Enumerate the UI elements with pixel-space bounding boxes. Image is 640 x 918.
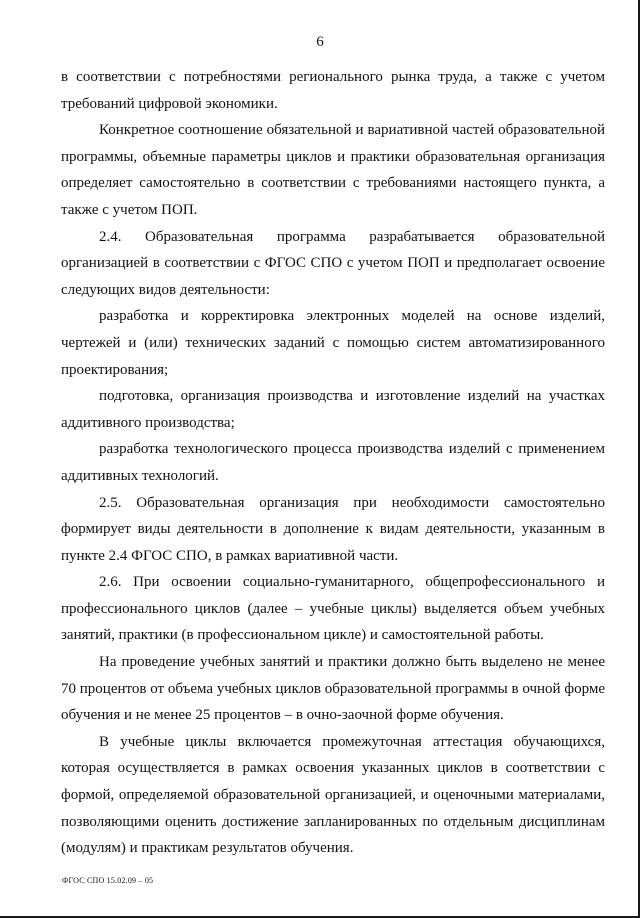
document-body bbox=[61, 64, 605, 862]
paragraph-activity-item: разработка и корректировка электронных моделей на основе изделий, чертежей и (или) технических заданий с помощью систем автоматизированного проектирования; bbox=[61, 308, 605, 378]
footer-document-code: ФГОС СПО 15.02.09 – 05 bbox=[62, 876, 154, 885]
paragraph-clause-2-5: 2.5. Образовательная организация при необходимости самостоятельно формирует виды деятельности в дополнение к видам деятельности, указанным в пункте 2.4 ФГОС СПО, в рамках вариативной части. bbox=[61, 494, 605, 564]
paragraph-clause-2-6: 2.6. При освоении социально-гуманитарного, общепрофессионального и профессионального циклов (далее – учебные циклы) выделяется объем учебных занятий, практики (в профессиональном цикле) и самостоятельной работы. bbox=[61, 574, 605, 644]
paragraph: В учебные циклы включается промежуточная аттестация обучающихся, которая осуществляется в рамках освоения указанных циклов в соответствии с формой, определяемой образовательной организацией, и оценочными материалами, позволяющими оценить достижение запланированных по отдельным дисциплинам (модулям) и практикам результатов обучения. bbox=[61, 733, 605, 857]
paragraph-continuation: в соответствии с потребностями регионального рынка труда, а также с учетом требований цифровой экономики. bbox=[61, 69, 605, 112]
page-number: 6 bbox=[316, 34, 324, 50]
paragraph-activity-item: разработка технологического процесса производства изделий с применением аддитивных технологий. bbox=[61, 441, 605, 484]
paragraph: На проведение учебных занятий и практики должно быть выделено не менее 70 процентов от объема учебных циклов образовательной программы в очной форме обучения и не менее 25 процентов – в очно-заочной форме обучения. bbox=[61, 654, 605, 724]
paragraph-clause-2-4: 2.4. Образовательная программа разрабатывается образовательной организацией в соответствии с ФГОС СПО с учетом ПОП и предполагает освоение следующих видов деятельности: bbox=[61, 228, 605, 298]
paragraph-activity-item: подготовка, организация производства и изготовление изделий на участках аддитивного производства; bbox=[61, 388, 605, 431]
paragraph: Конкретное соотношение обязательной и вариативной частей образовательной программы, объемные параметры циклов и практики образовательная организация определяет самостоятельно в соответствии с требованиями настоящего пункта, а также с учетом ПОП. bbox=[61, 122, 605, 218]
